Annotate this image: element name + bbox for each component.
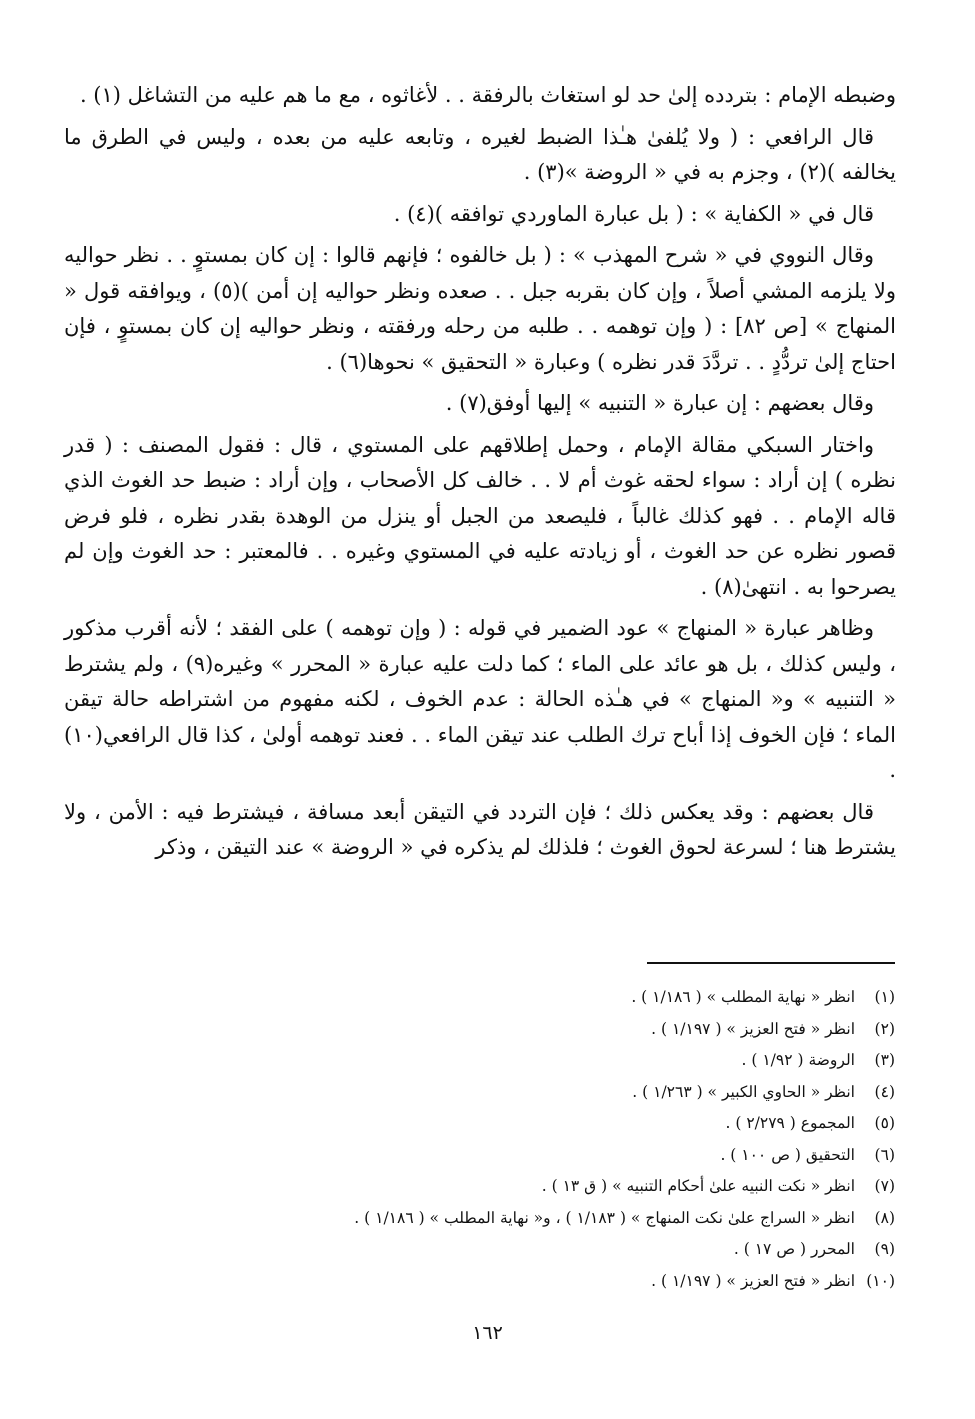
paragraph-2: قال الرافعي : ( ولا يُلفىٰ هـٰذا الضبط لغيره ، وتابعه عليه من بعده ، وليس في الطرق ما يخالفه )(٢) ، وجزم به في « الروضة »(٣) . xyxy=(64,124,896,184)
paragraph-3: قال في « الكفاية » : ( بل عبارة الماوردي توافقه )(٤) . xyxy=(393,201,874,226)
footnote-number: (١) xyxy=(874,988,895,1006)
footnote-1 xyxy=(75,982,895,1014)
footnote-5 xyxy=(75,1108,895,1140)
main-text xyxy=(64,78,896,866)
footnote-text: التحقيق ( ص ١٠٠ ) . xyxy=(720,1145,855,1164)
page-number: ١٦٢ xyxy=(472,1322,503,1344)
footnote-text: انظر « فتح العزيز » ( ١/١٩٧ ) . xyxy=(651,1271,855,1290)
footnote-divider xyxy=(647,962,895,964)
footnote-number: (١٠) xyxy=(866,1271,895,1290)
footnote-text: انظر « نهاية المطلب » ( ١/١٨٦ ) . xyxy=(631,988,855,1006)
paragraph-4: وقال النووي في « شرح المهذب » : ( بل خالفوه ؛ فإنهم قالوا : إن كان بمستوٍ . . نظر حواليه ولا يلزمه المشي أصلاً ، وإن كان بقربه جبل . . صعده ونظر حواليه إن أمن )(٥) ، ويوافقه قول « المنهاج » [ص ٨٢] : ( وإن توهمه . . طلبه من رحله ورفقته ، ونظر حواليه إن كان بمستوٍ ، فإن احتاج إلىٰ تردُّدٍ . . تردَّدَ قدر نظره ) وعبارة « التحقيق » نحوها(٦) . xyxy=(64,243,896,374)
footnote-number: (٢) xyxy=(874,1019,895,1038)
footnote-text: المحرر ( ص ١٧ ) . xyxy=(733,1240,855,1258)
footnote-text: انظر « السراج علىٰ نكت المنهاج » ( ١/١٨٣ ) ، و« نهاية المطلب » ( ١/١٨٦ ) . xyxy=(354,1208,855,1227)
footnote-3 xyxy=(75,1045,895,1077)
footnote-4 xyxy=(75,1077,895,1109)
footnote-number: (٦) xyxy=(874,1145,895,1164)
paragraph-7: وظاهر عبارة « المنهاج » عود الضمير في قوله : ( وإن توهمه ) على الفقد ؛ لأنه أقرب مذكور ، وليس كذلك ، بل هو عائد على الماء ؛ كما دلت عليه عبارة « المحرر » وغيره(٩) ، ولم يشترط « التنبيه » و« المنهاج » في هـٰذه الحالة : عدم الخوف ، لكنه مفهوم من اشتراطه حالة تيقن الماء ؛ فإن الخوف إذا أباح ترك الطلب عند تيقن الماء . . فعند توهمه أولىٰ ، كذا قال الرافعي(١٠) . xyxy=(64,616,896,782)
footnote-2 xyxy=(75,1014,895,1046)
footnote-7 xyxy=(75,1171,895,1203)
footnotes xyxy=(75,982,895,1297)
footnote-text: انظر « الحاوي الكبير » ( ١/٢٦٣ ) . xyxy=(632,1082,855,1101)
footnote-number: (٨) xyxy=(874,1208,895,1227)
footnote-number: (٤) xyxy=(874,1082,895,1101)
footnote-8 xyxy=(75,1203,895,1235)
footnote-number: (٣) xyxy=(874,1051,895,1069)
footnote-10 xyxy=(75,1266,895,1298)
paragraph-8: قال بعضهم : وقد يعكس ذلك ؛ فإن التردد في التيقن أبعد مسافة ، فيشترط فيه : الأمن ، ولا يشترط هنا ؛ لسرعة لحوق الغوث ؛ فلذلك لم يذكره في « الروضة » عند التيقن ، وذكر xyxy=(64,799,896,859)
footnote-9 xyxy=(75,1234,895,1266)
footnote-text: انظر « فتح العزيز » ( ١/١٩٧ ) . xyxy=(651,1019,855,1038)
footnote-text: انظر « نكت النبيه علىٰ أحكام التنبيه » ( ق ١٣ ) . xyxy=(541,1177,855,1195)
paragraph-6: واختار السبكي مقالة الإمام ، وحمل إطلاقهم على المستوي ، قال : فقول المصنف : ( قدر نظره ) إن أراد : سواء لحقه غوث أم لا . . خالف كل الأصحاب ، وإن أراد : ضبط حد الغوث الذي قاله الإمام . . فهو كذلك غالباً ، فليصعد من الجبل أو ينزل من الوهدة بقدر نظره ، فلو فرض قصور نظره عن حد الغوث ، أو زيادته عليه في المستوي وغيره . . فالمعتبر : حد الغوث وإن لم يصرحوا به . انتهىٰ(٨) . xyxy=(64,432,896,599)
footnote-text: الروضة ( ١/٩٢ ) . xyxy=(741,1051,855,1069)
paragraph-1: وضبطه الإمام : بتردده إلىٰ حد لو استغاث بالرفقة . . لأغاثوه ، مع ما هم عليه من التشاغل (١) . xyxy=(79,83,896,107)
footnote-text: المجموع ( ٢/٢٧٩ ) . xyxy=(725,1114,855,1132)
footnote-number: (٧) xyxy=(874,1177,895,1195)
footnote-6 xyxy=(75,1140,895,1172)
footnote-number: (٥) xyxy=(874,1114,895,1132)
paragraph-5: وقال بعضهم : إن عبارة « التنبيه » إليها أوفق(٧) . xyxy=(445,391,874,415)
footnote-number: (٩) xyxy=(874,1240,895,1258)
